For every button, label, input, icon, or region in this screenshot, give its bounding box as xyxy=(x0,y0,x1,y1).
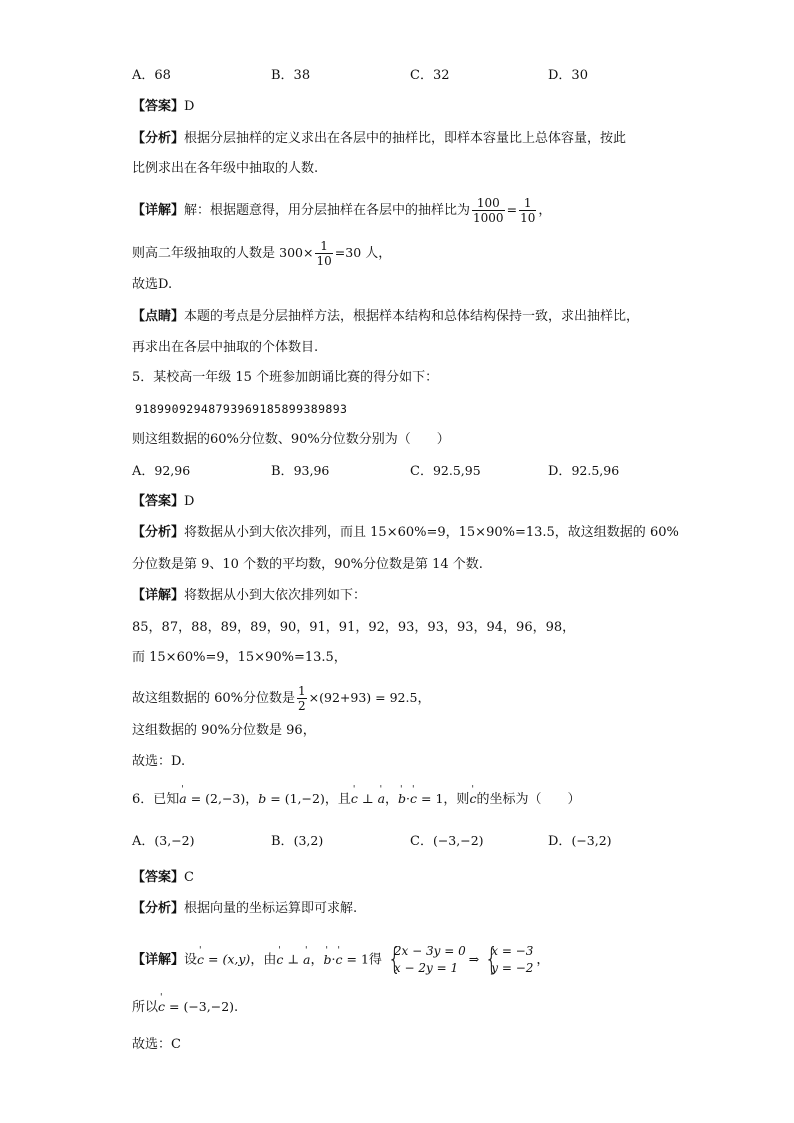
detail-text: 故这组数据的 60%分位数是 xyxy=(132,691,296,706)
dot-sign: · xyxy=(331,951,336,967)
fraction-1-10 xyxy=(519,196,536,225)
answer-value: D xyxy=(184,99,195,114)
answer-value: C xyxy=(184,870,194,885)
q6-stem xyxy=(132,789,580,810)
q5-sorted-data: 85，87，88，89，89，90，91，91，92，93，93，93，94，96，98， xyxy=(132,620,576,635)
q4-detail-line-2 xyxy=(132,239,391,268)
option-value: (3,−2) xyxy=(154,833,195,848)
detail-text: 设 xyxy=(184,952,198,968)
detail-text: 则高二年级抽取的人数是 xyxy=(132,246,280,261)
detail-punct: ， xyxy=(310,952,324,968)
q6-result xyxy=(132,997,238,1018)
q5-stem: 5．某校高一年级 15 个班参加朗诵比赛的得分如下： xyxy=(132,370,439,385)
equation-system-1 xyxy=(385,943,466,977)
brace-icon: { xyxy=(387,942,402,977)
equation-row: x − 2y = 1 xyxy=(393,961,459,975)
fraction-numerator: 1 xyxy=(298,684,306,698)
option-a xyxy=(132,831,195,852)
detail-text: 解：根据题意得，用分层抽样在各层中的抽样比为 xyxy=(184,203,471,218)
perp-sign: ⊥ xyxy=(357,791,378,806)
option-value: 93,96 xyxy=(293,463,330,478)
option-letter: B． xyxy=(271,464,294,479)
vector-c-result: = (−3,−2) xyxy=(165,999,235,1014)
vector-c: ' c xyxy=(351,789,358,809)
fraction-numerator: 1 xyxy=(519,196,536,211)
analysis-tag: 【分析】 xyxy=(132,131,185,146)
math-expression: =30 xyxy=(334,245,362,260)
option-d xyxy=(548,461,619,482)
equals-one: = 1 xyxy=(342,951,369,967)
q5-analysis-line-1 xyxy=(132,523,679,543)
detail-punct: . xyxy=(234,1000,239,1015)
analysis-text: 将数据从小到大依次排列，而且 15×60%=9，15×90%=13.5，故这组数据的 60% xyxy=(184,525,679,540)
q5-question: 则这组数据的60%分位数、90%分位数分别为（ ） xyxy=(132,432,450,447)
stem-text: ，则 xyxy=(443,792,470,807)
option-letter: D． xyxy=(548,464,572,479)
stem-text: ，且 xyxy=(324,792,351,807)
vector-c: ' c xyxy=(410,789,417,809)
q4-analysis-line-1 xyxy=(132,129,626,149)
q5-detail-line-4 xyxy=(132,684,430,713)
option-c xyxy=(410,831,484,852)
brace-icon: { xyxy=(485,942,499,977)
q5-conclusion: 故选：D. xyxy=(132,754,186,769)
vector-c: ' c xyxy=(469,789,476,809)
vector-c: ' c xyxy=(336,950,343,970)
equals-sign: = xyxy=(506,202,518,217)
option-value: (3,2) xyxy=(293,833,324,848)
option-letter: D． xyxy=(548,834,572,849)
option-letter: B． xyxy=(271,834,294,849)
detail-punct: ， xyxy=(536,952,550,968)
stem-punct: ， xyxy=(245,792,259,807)
vector-b: ' b xyxy=(398,789,406,809)
vector-c: ' c xyxy=(158,997,165,1017)
math-expression: 300× xyxy=(279,245,314,260)
fraction-1-10 xyxy=(315,239,332,268)
q4-answer xyxy=(132,97,194,117)
detail-tag: 【详解】 xyxy=(132,588,185,603)
equation-row: x = −3 xyxy=(491,944,534,958)
q4-comment-line-1 xyxy=(132,307,639,327)
detail-text: 得 xyxy=(368,952,382,968)
detail-tag: 【详解】 xyxy=(132,203,185,218)
q5-detail-line-5: 这组数据的 90%分位数是 96， xyxy=(132,723,316,738)
option-letter: C． xyxy=(410,834,433,849)
analysis-tag: 【分析】 xyxy=(132,901,185,916)
vector-b-value: = (1,−2) xyxy=(266,791,325,806)
option-value: 92,96 xyxy=(154,463,191,478)
vector-a: ' a xyxy=(378,789,385,809)
fraction-denominator: 2 xyxy=(298,699,306,713)
vector-b: ' b xyxy=(324,950,332,970)
fraction-denominator: 10 xyxy=(316,254,332,268)
option-a: A．68 xyxy=(132,68,171,83)
option-letter: C． xyxy=(410,464,433,479)
stem-text: 6．已知 xyxy=(132,792,180,807)
q5-answer xyxy=(132,492,194,512)
option-c: C．32 xyxy=(410,68,450,83)
q4-comment-line-2: 再求出在各层中抽取的个体数目. xyxy=(132,340,319,355)
detail-text: 人， xyxy=(361,246,392,261)
answer-tag: 【答案】 xyxy=(132,870,185,885)
option-d: D．30 xyxy=(548,68,588,83)
detail-punct: ， xyxy=(538,203,552,218)
fraction-100-1000 xyxy=(472,196,505,225)
option-letter: A． xyxy=(132,834,155,849)
detail-text: 将数据从小到大依次排列如下： xyxy=(184,588,367,603)
option-value: (−3,2) xyxy=(571,833,612,848)
fraction-numerator: 100 xyxy=(472,196,505,211)
q6-detail xyxy=(132,943,549,977)
q4-detail-line-1 xyxy=(132,196,551,225)
fraction-denominator: 1000 xyxy=(473,211,504,225)
vector-c: ' c xyxy=(276,950,283,970)
equation-system-2 xyxy=(482,943,533,977)
implies-sign: ⇒ xyxy=(468,951,480,967)
comment-text: 本题的考点是分层抽样方法，根据样本结构和总体结构保持一致，求出抽样比， xyxy=(184,309,640,324)
equation-row: y = −2 xyxy=(491,961,534,975)
answer-value: D xyxy=(184,494,195,509)
detail-text: ，由 xyxy=(250,952,277,968)
option-value: (−3,−2) xyxy=(432,833,484,848)
analysis-text: 根据分层抽样的定义求出在各层中的抽样比，即样本容量比上总体容量，按此 xyxy=(184,131,627,146)
option-b: B．38 xyxy=(271,68,311,83)
math-expression: ×(92+93) = 92.5 xyxy=(308,690,418,705)
detail-punct: ， xyxy=(417,691,431,706)
q5-detail-line-3: 而 15×60%=9，15×90%=13.5， xyxy=(132,650,347,665)
vector-c-value: = (x,y) xyxy=(204,951,251,967)
q6-answer xyxy=(132,868,194,888)
option-value: 92.5,96 xyxy=(571,463,620,478)
vector-c: ' c xyxy=(197,950,204,970)
stem-text: 的坐标为（ ） xyxy=(476,792,581,807)
fraction-denominator: 10 xyxy=(520,211,536,225)
option-a xyxy=(132,461,190,482)
q5-score-digits: 91899092948793969185899389893 xyxy=(135,402,348,416)
q5-analysis-line-2: 分位数是第 9、10 个数的平均数，90%分位数是第 14 个数. xyxy=(132,557,483,572)
option-value: 92.5,95 xyxy=(432,463,481,478)
analysis-text: 根据向量的坐标运算即可求解. xyxy=(184,901,358,916)
option-c xyxy=(410,461,481,482)
vector-b: b xyxy=(258,791,267,806)
q6-conclusion: 故选：C xyxy=(132,1037,181,1052)
option-letter: A． xyxy=(132,464,155,479)
equation-row: 2x − 3y = 0 xyxy=(393,944,466,958)
perp-sign: ⊥ xyxy=(283,951,304,967)
q4-analysis-line-2: 比例求出在各年级中抽取的人数. xyxy=(132,161,319,176)
vector-a-value: = (2,−3) xyxy=(186,791,246,806)
option-b xyxy=(271,831,323,852)
stem-punct: ， xyxy=(385,792,399,807)
q4-conclusion: 故选D. xyxy=(132,277,173,292)
detail-text: 所以 xyxy=(132,1000,159,1015)
q5-detail-line-1 xyxy=(132,586,366,606)
vector-a: ' a xyxy=(303,950,310,970)
fraction-numerator: 1 xyxy=(315,239,332,254)
equals-one: = 1 xyxy=(417,791,444,806)
option-b xyxy=(271,461,329,482)
fraction-1-2 xyxy=(297,684,307,713)
detail-tag: 【详解】 xyxy=(132,952,185,968)
dot-sign: · xyxy=(406,791,411,806)
answer-tag: 【答案】 xyxy=(132,494,185,509)
analysis-tag: 【分析】 xyxy=(132,525,185,540)
answer-tag: 【答案】 xyxy=(132,99,185,114)
q6-analysis xyxy=(132,899,357,919)
vector-a: ' a xyxy=(179,789,186,809)
comment-tag: 【点睛】 xyxy=(132,309,185,324)
option-d xyxy=(548,831,612,852)
